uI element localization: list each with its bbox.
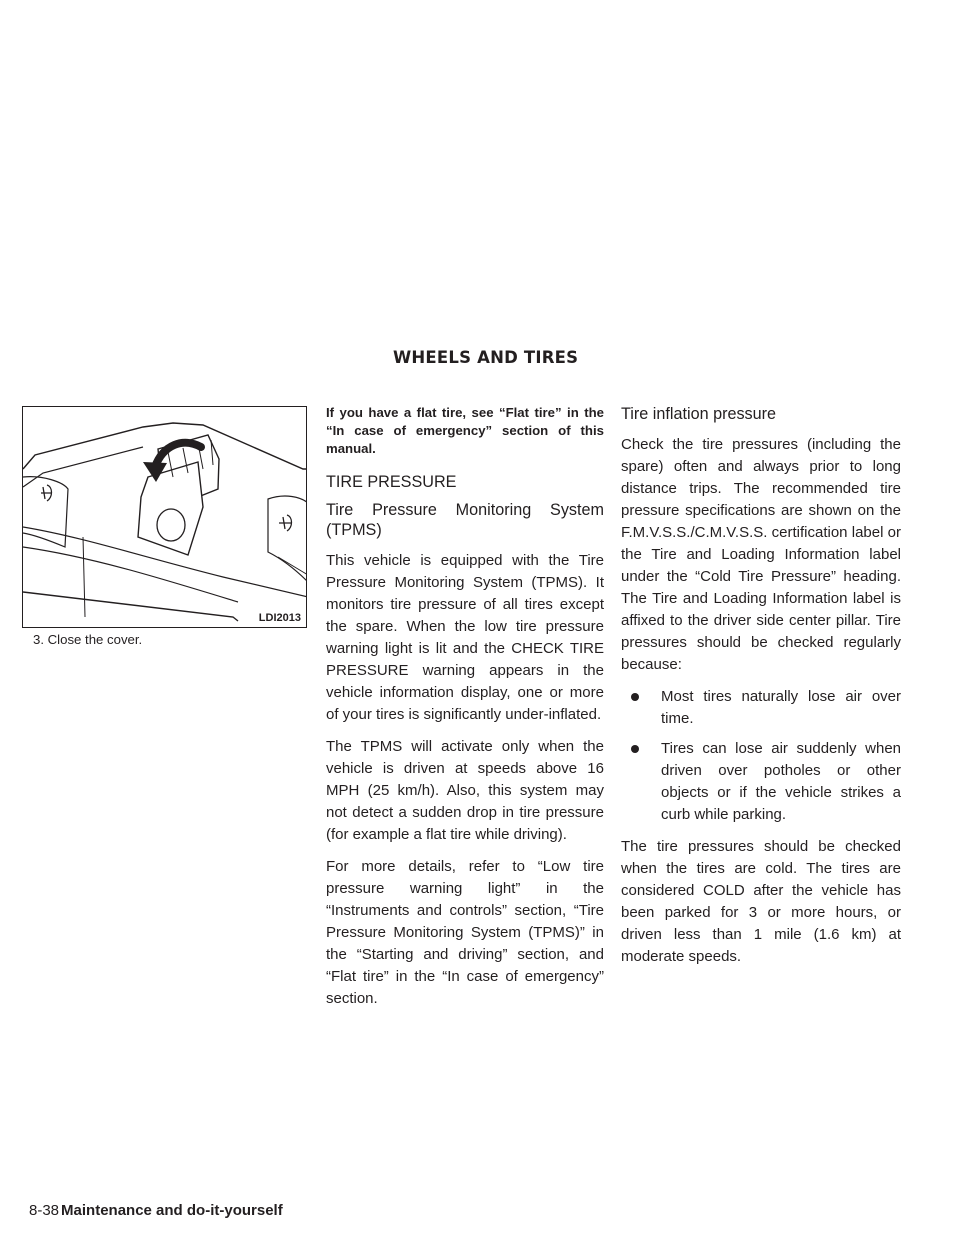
bullet-icon [631,745,639,753]
paragraph: The tire pressures should be checked when the tires are cold. The tires are considered COLD after the vehicle has been parked for 3 or more hours, or driven less than 1 mile (1.6 km) at moderate speeds. [621,838,901,965]
paragraph: This vehicle is equipped with the Tire Pressure Monitoring System (TPMS). It monitors tire pressure of all tires except the spare. When the low tire pressure warning light is lit and the CHECK TIRE PRESSURE warning appears in the vehicle information display, one or more of your tires is significantly under-inflated. [326,552,604,723]
page-number: 8-38 [29,1202,60,1219]
heading-tire-inflation: Tire inflation pressure [621,405,777,423]
list-item: Most tires naturally lose air over time. [621,686,901,730]
bullet-icon [631,693,639,701]
heading-tpms: Tire Pressure Monitoring System (TPMS) [326,501,604,539]
paragraph: For more details, refer to “Low tire pressure warning light” in the “Instruments and controls” section, “Tire Pressure Monitoring System (TPMS)” in the “Starting and driving” section, and “Flat tire” in the “In case of emergency” section. [326,858,604,1007]
footer-title: Maintenance and do-it-yourself [61,1202,283,1219]
paragraph: Check the tire pressures (including the spare) often and always prior to long distance trips. The recommended tire pressure specifications are shown on the F.M.V.S.S./C.M.V.S.S. certification label or the Tire and Loading Information label under the “Cold Tire Pressure” heading. The Tire and Loading Information label is affixed to the driver side center pillar. Tire pressures should be checked regularly because: [621,436,901,673]
section-header: WHEELS AND TIRES [393,348,579,367]
bullet-list [621,686,901,826]
heading-tire-pressure: TIRE PRESSURE [326,473,457,491]
figure-caption: 3. Close the cover. [33,632,143,647]
figure-code: LDI2013 [258,612,301,624]
column-middle [326,404,604,1020]
flat-tire-note: If you have a flat tire, see “Flat tire” in the “In case of emergency” section of this manual. [326,405,604,456]
paragraph: The TPMS will activate only when the vehicle is driven at speeds above 16 MPH (25 km/h). Also, this system may not detect a sudden drop in tire pressure (for example a flat tire while driving). [326,738,604,843]
column-right [621,404,901,978]
page-footer [29,1202,283,1219]
cover-illustration [23,407,307,628]
figure-close-cover [22,406,307,628]
list-item: Tires can lose air suddenly when driven over potholes or other objects or if the vehicle strikes a curb while parking. [621,738,901,826]
